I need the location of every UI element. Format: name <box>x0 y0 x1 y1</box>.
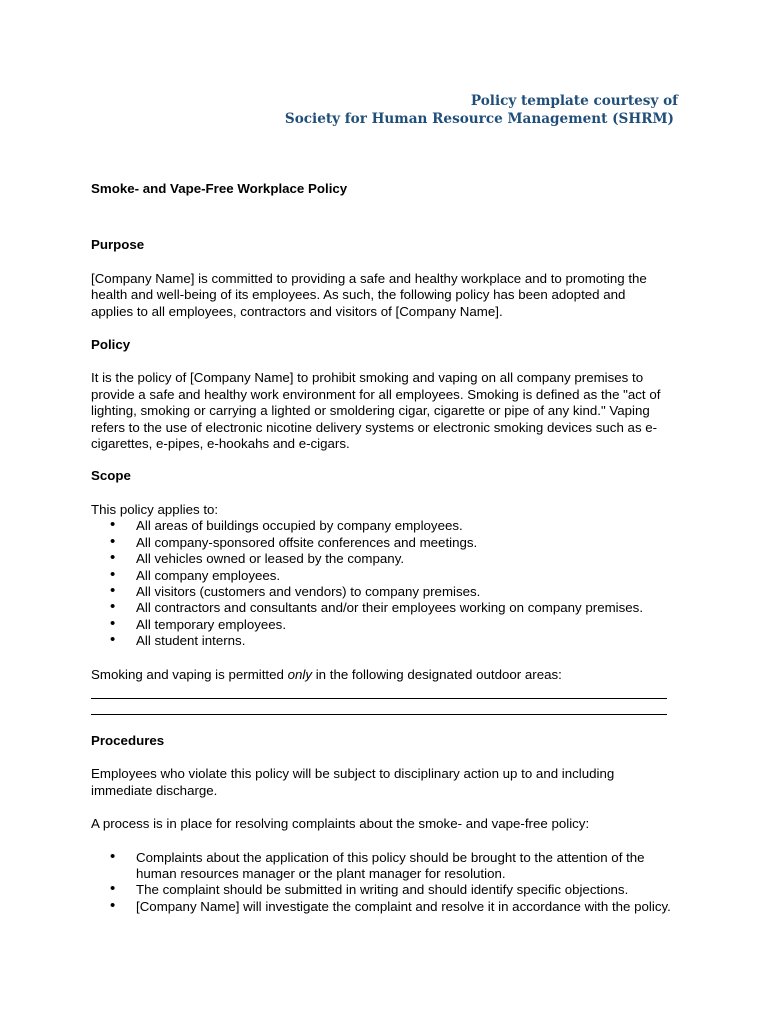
procedures-text-1: Employees who violate this policy will be subject to disciplinary action up to and including immediate discharge. <box>91 766 615 798</box>
list-item: • All contractors and consultants and/or their employees working on company premises. <box>91 600 671 616</box>
list-item: • All vehicles owned or leased by the company. <box>91 551 671 567</box>
procedures-heading: Procedures <box>91 732 165 748</box>
courtesy-line-2: Society for Human Resource Management (SHRM) <box>284 111 674 127</box>
permitted-text-end: in the following designated outdoor areas: <box>312 666 562 682</box>
policy-heading: Policy <box>91 337 131 353</box>
permitted-areas-text <box>91 667 671 683</box>
permitted-emphasis: only <box>287 666 313 682</box>
designated-area-line-2 <box>91 699 667 715</box>
purpose-heading: Purpose <box>91 237 145 253</box>
procedures-text-2: A process is in place for resolving complaints about the smoke- and vape-free policy: <box>91 816 590 832</box>
list-item: • All company employees. <box>91 568 671 584</box>
list-item: • All areas of buildings occupied by company employees. <box>91 518 671 534</box>
courtesy-header <box>285 92 678 128</box>
complaints-list <box>91 850 671 916</box>
designated-area-line-1 <box>91 683 667 699</box>
list-item: • All company-sponsored offsite conferences and meetings. <box>91 535 671 551</box>
document-body <box>91 181 671 915</box>
list-item: • [Company Name] will investigate the complaint and resolve it in accordance with the policy. <box>91 899 671 915</box>
list-item: • All temporary employees. <box>91 617 671 633</box>
policy-text: It is the policy of [Company Name] to prohibit smoking and vaping on all company premises to provide a safe and healthy work environment for all employees. Smoking is defined as the "act of lighting, smoking or carrying a lighted or smoldering cigar, cigarette or pipe of any kind." Vaping refers to the use of electronic nicotine delivery systems or electronic smoking devices such as e-cigarettes, e-pipes, e-hookahs and e-cigars. <box>91 370 661 452</box>
list-item: • The complaint should be submitted in writing and should identify specific objections. <box>91 882 671 898</box>
scope-list <box>91 518 671 649</box>
purpose-text: [Company Name] is committed to providing a safe and healthy workplace and to promoting the health and well-being of its employees. As such, the following policy has been adopted and applies to all employees, contractors and visitors of [Company Name]. <box>91 270 647 319</box>
list-item: • Complaints about the application of this policy should be brought to the attention of the human resources manager or the plant manager for resolution. <box>91 850 671 883</box>
list-item: • All student interns. <box>91 633 671 649</box>
courtesy-line-1: Policy template courtesy of <box>470 93 678 109</box>
scope-intro: This policy applies to: <box>91 501 219 517</box>
scope-heading: Scope <box>91 468 131 484</box>
document-title: Smoke- and Vape-Free Workplace Policy <box>91 181 348 196</box>
permitted-text-start: Smoking and vaping is permitted <box>91 666 288 682</box>
list-item: • All visitors (customers and vendors) to company premises. <box>91 584 671 600</box>
